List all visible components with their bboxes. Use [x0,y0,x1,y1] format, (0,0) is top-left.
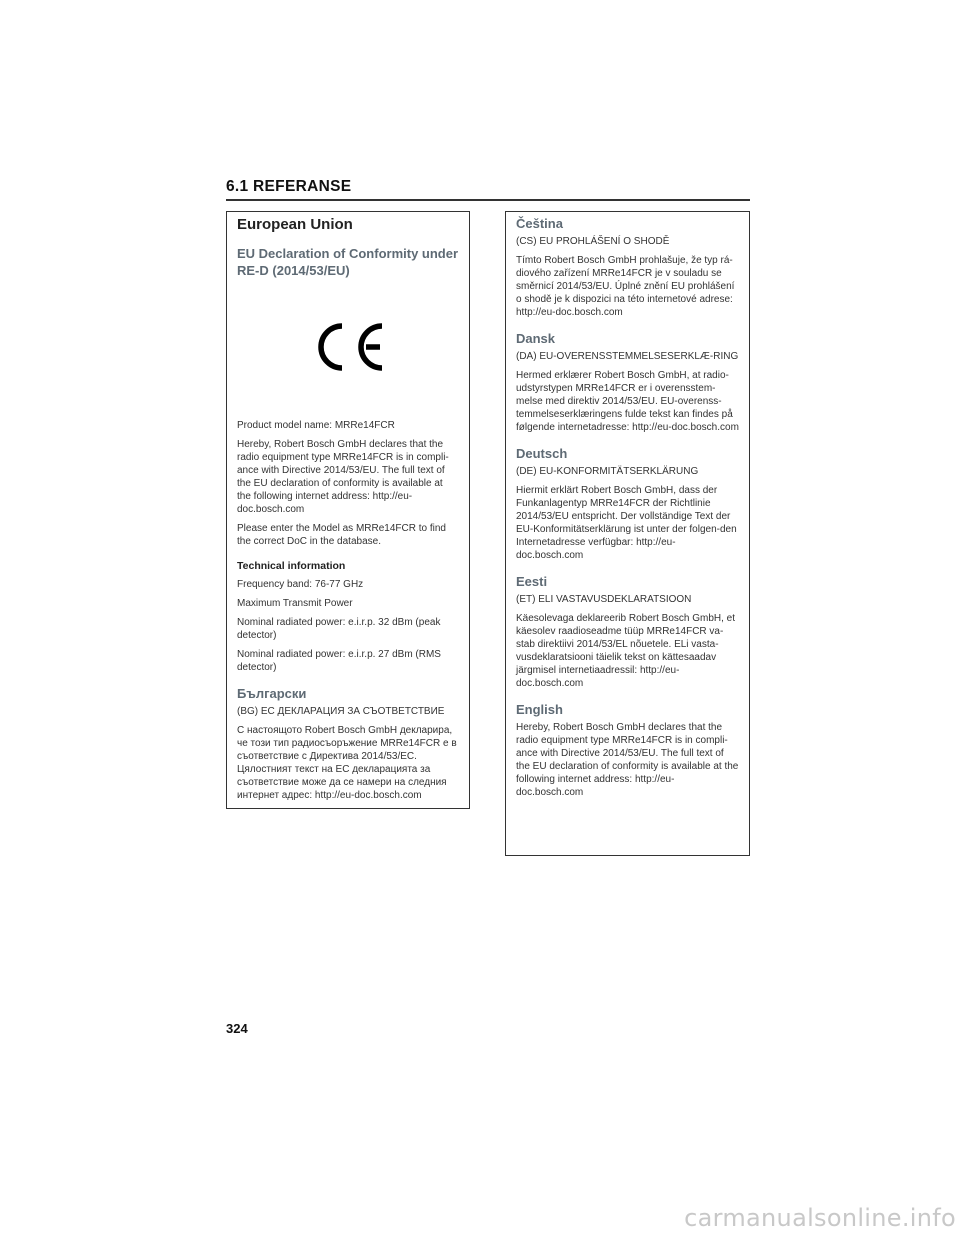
da-text: Hermed erklærer Robert Bosch GmbH, at radio-udstyrstypen MRRe14FCR er i overensstem-melse med direktiv 2014/53/EU. EU-overenss-temmelseserklæringens fulde tekst kan findes på følgende internetadresse: http://eu-doc.bosch.com [516,370,739,433]
page-number: 324 [226,1021,248,1036]
peak-power: Nominal radiated power: e.i.r.p. 32 dBm (peak detector) [237,617,441,641]
de-heading: Deutsch [516,446,568,461]
et-heading: Eesti [516,574,548,589]
declaration-text: Hereby, Robert Bosch GmbH declares that the radio equipment type MRRe14FCR is in compli-ance with Directive 2014/53/EU. The full text of the EU declaration of conformity is available at the following internet address: http://eu-doc.bosch.com [237,439,449,515]
cs-heading: Čeština [516,216,563,231]
database-note: Please enter the Model as MRRe14FCR to find the correct DoC in the database. [237,523,446,547]
en-text: Hereby, Robert Bosch GmbH declares that the radio equipment type MRRe14FCR is in compli-ance with Directive 2014/53/EU. The full text of the EU declaration of conformity is available at the following internet address: http://eu-doc.bosch.com [516,722,739,798]
region-heading: European Union [237,216,353,233]
language-declarations-box [505,211,750,856]
da-title: (DA) EU-OVERENSSTEMMELSESERKLÆ-RING [516,351,739,362]
et-text: Käesolevaga deklareerib Robert Bosch GmbH, et käesolev raadioseadme tüüp MRRe14FCR va-stab direktiivi 2014/53/EL nõuetele. ELi vasta-vusdeklaratsiooni täielik tekst on kättesaadav järgmisel internetiaadressil: http://eu-doc.bosch.com [516,613,736,689]
bg-text: С настоящото Robert Bosch GmbH декларира, че този тип радиосъоръжение MRRe14FCR е в съответствие с Директива 2014/53/ЕС. Цялостният текст на ЕС декларацията за съответствие може да се намери на следния интернет адрес: http://eu-doc.bosch.com [237,725,457,801]
de-title: (DE) EU-KONFORMITÄTSERKLÄRUNG [516,466,699,477]
max-transmit-power: Maximum Transmit Power [237,598,353,609]
rms-power: Nominal radiated power: e.i.r.p. 27 dBm (RMS detector) [237,649,441,673]
de-text: Hiermit erklärt Robert Bosch GmbH, dass der Funkanlagentyp MRRe14FCR der Richtlinie 2014/53/EU entspricht. Der vollständige Text der EU-Konformitätserklärung ist unter der folgen-den Internetadresse verfügbar: http://eu-doc.bosch.com [516,485,737,561]
frequency-band: Frequency band: 76-77 GHz [237,579,364,590]
ce-mark-icon [308,317,388,377]
bg-heading: Български [237,686,307,701]
bg-title: (BG) ЕС ДЕКЛАРАЦИЯ ЗА СЪОТВЕТСТВИЕ [237,706,445,717]
et-title: (ET) ELI VASTAVUSDEKLARATSIOON [516,594,692,605]
section-divider [226,199,750,201]
watermark: carmanualsonline.info [684,1204,956,1232]
section-title: 6.1 REFERANSE [226,178,352,195]
declaration-title: EU Declaration of Conformity under RE-D (2014/53/EU) [237,246,459,278]
model-name: Product model name: MRRe14FCR [237,420,395,431]
cs-text: Tímto Robert Bosch GmbH prohlašuje, že typ rá-diového zařízení MRRe14FCR je v souladu se směrnicí 2014/53/EU. Úplné znění EU prohlášení o shodě je k dispozici na této internetové adrese: http://eu-doc.bosch.com [516,255,735,318]
en-heading: English [516,702,563,717]
da-heading: Dansk [516,331,556,346]
cs-title: (CS) EU PROHLÁŠENÍ O SHODĚ [516,236,670,247]
tech-info-heading: Technical information [237,560,346,572]
eu-declaration-box [226,211,470,809]
